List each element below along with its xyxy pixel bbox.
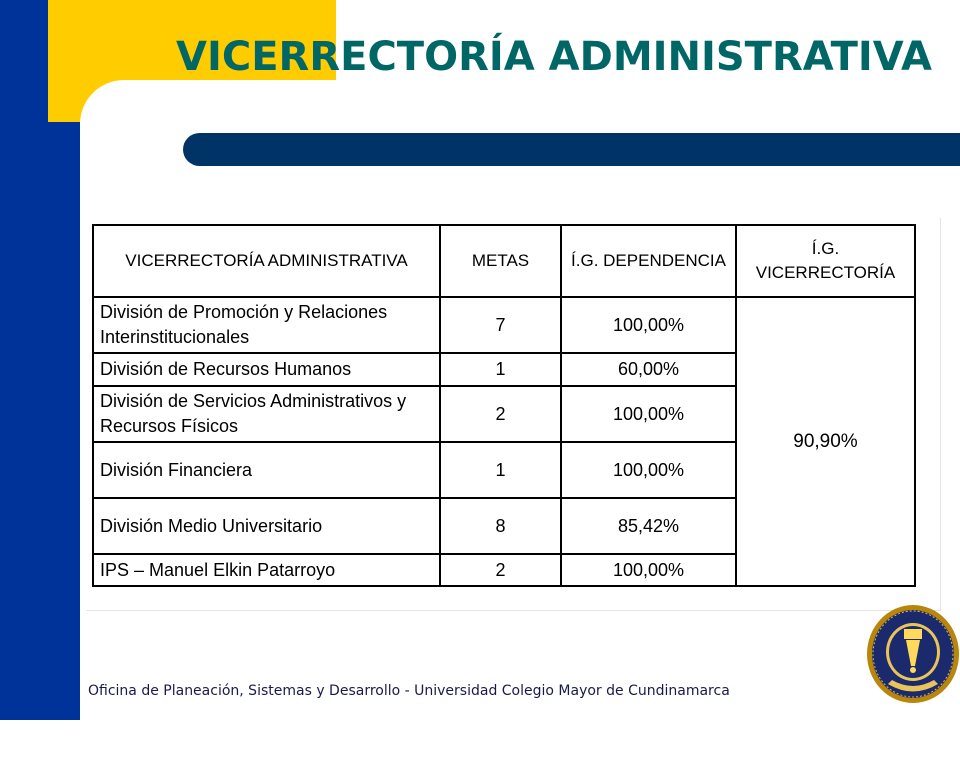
row-name: División Medio Universitario <box>93 498 440 554</box>
row-ig: 100,00% <box>561 386 736 442</box>
row-metas: 2 <box>440 386 561 442</box>
header-ig-vicerrectoria <box>736 225 915 297</box>
university-seal-icon <box>866 604 960 704</box>
row-name <box>93 297 440 353</box>
header-ig-vicerrectoria-line2: VICERRECTORÍA <box>755 263 896 282</box>
header-ig-vicerrectoria-line1: Í.G. <box>811 239 840 258</box>
row-name <box>93 386 440 442</box>
table-row <box>93 297 915 353</box>
row-ig: 100,00% <box>561 554 736 586</box>
row-ig: 60,00% <box>561 353 736 386</box>
row-metas: 2 <box>440 554 561 586</box>
header-metas: METAS <box>440 225 561 297</box>
row-ig: 100,00% <box>561 442 736 498</box>
row-metas: 7 <box>440 297 561 353</box>
row-name: División de Recursos Humanos <box>93 353 440 386</box>
footer-credit: Oficina de Planeación, Sistemas y Desarrollo - Universidad Colegio Mayor de Cundinamarca <box>88 683 730 699</box>
row-name-line2: Recursos Físicos <box>100 416 239 436</box>
row-name: División Financiera <box>93 442 440 498</box>
vicerrectoria-total: 90,90% <box>736 297 915 586</box>
slide-title: VICERRECTORÍA ADMINISTRATIVA <box>176 34 932 80</box>
table-header-row <box>93 225 915 297</box>
row-metas: 8 <box>440 498 561 554</box>
row-name-line1: División de Promoción y Relaciones <box>100 302 388 322</box>
results-table <box>92 224 916 587</box>
header-ig-dependencia: Í.G. DEPENDENCIA <box>561 225 736 297</box>
row-ig: 100,00% <box>561 297 736 353</box>
row-metas: 1 <box>440 353 561 386</box>
title-underline-bar <box>183 133 960 166</box>
row-metas: 1 <box>440 442 561 498</box>
header-dependency: VICERRECTORÍA ADMINISTRATIVA <box>93 225 440 297</box>
row-name: IPS – Manuel Elkin Patarroyo <box>93 554 440 586</box>
row-name-line1: División de Servicios Administrativos y <box>100 391 407 411</box>
row-ig: 85,42% <box>561 498 736 554</box>
row-name-line2: Interinstitucionales <box>100 327 250 347</box>
